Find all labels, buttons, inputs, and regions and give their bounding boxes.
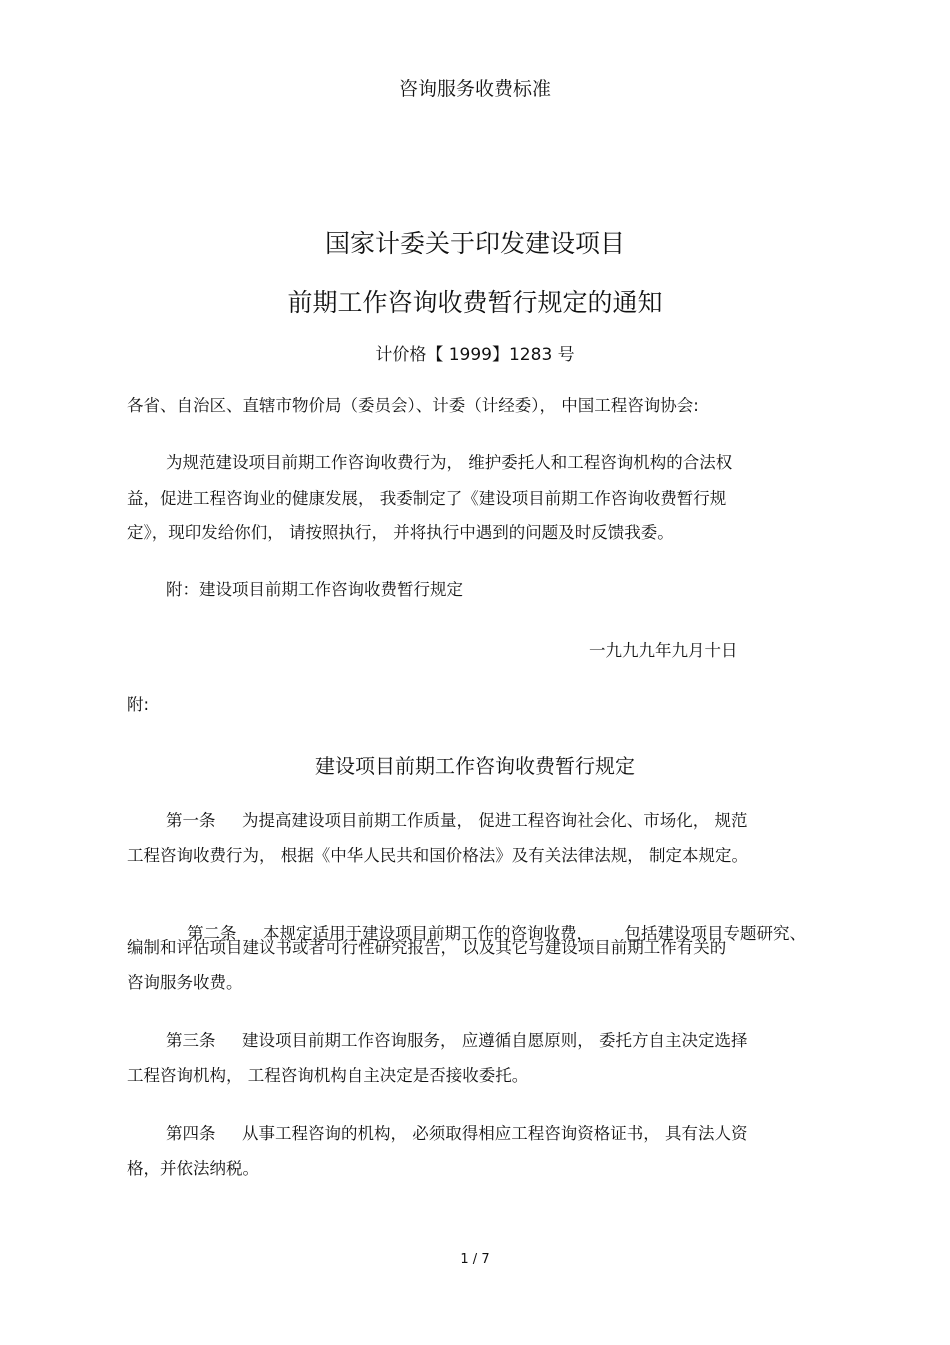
attachment-label: 附: (127, 695, 150, 714)
article-text: 本规定适用于建设项目前期工作的咨询收费， 包括建设项目专题研究、 (262, 924, 806, 943)
article-text: 从事工程咨询的机构， 必须取得相应工程咨询资格证书， 具有法人资 (242, 1124, 748, 1143)
article-line (166, 1124, 748, 1144)
article-line (166, 1031, 748, 1051)
article-line: 工程咨询机构， 工程咨询机构自主决定是否接收委托。 (127, 1066, 529, 1085)
page-header: 咨询服务收费标准 (398, 78, 551, 100)
paragraph-line: 益，促进工程咨询业的健康发展， 我委制定了《建设项目前期工作咨询收费暂行规 (127, 489, 727, 508)
article-label: 第三条 (166, 1031, 216, 1050)
page-indicator: 1 / 7 (460, 1252, 490, 1267)
article-line (166, 811, 748, 831)
article-line: 工程咨询收费行为， 根据《中华人民共和国价格法》及有关法律法规， 制定本规定。 (127, 846, 748, 865)
article-line: 编制和评估项目建议书或者可行性研究报告， 以及其它与建设项目前期工作有关的 (127, 938, 727, 957)
notice-title-line-1: 国家计委关于印发建设项目 (324, 229, 625, 258)
article-text: 为提高建设项目前期工作质量， 促进工程咨询社会化、市场化， 规范 (242, 811, 748, 830)
article-line: 咨询服务收费。 (127, 973, 243, 992)
article-line: 格，并依法纳税。 (127, 1159, 259, 1178)
regulation-title: 建设项目前期工作咨询收费暂行规定 (315, 754, 635, 778)
document-number: 计价格【 1999】1283 号 (375, 345, 575, 365)
article-label: 第四条 (166, 1124, 216, 1143)
notice-title-line-2: 前期工作咨询收费暂行规定的通知 (287, 288, 663, 317)
addressee: 各省、自治区、直辖市物价局（委员会）、计委（计经委）， 中国工程咨询协会: (127, 396, 699, 415)
issue-date: 一九九九年九月十日 (589, 641, 738, 660)
paragraph-line: 为规范建设项目前期工作咨询收费行为， 维护委托人和工程咨询机构的合法权 (166, 453, 733, 472)
attachment-note: 附：建设项目前期工作咨询收费暂行规定 (166, 580, 463, 599)
article-text: 建设项目前期工作咨询服务， 应遵循自愿原则， 委托方自主决定选择 (242, 1031, 748, 1050)
paragraph-line: 定》，现印发给你们， 请按照执行， 并将执行中遇到的问题及时反馈我委。 (127, 523, 674, 542)
article-label: 第一条 (166, 811, 216, 830)
article-label: 第二条 (186, 924, 237, 943)
